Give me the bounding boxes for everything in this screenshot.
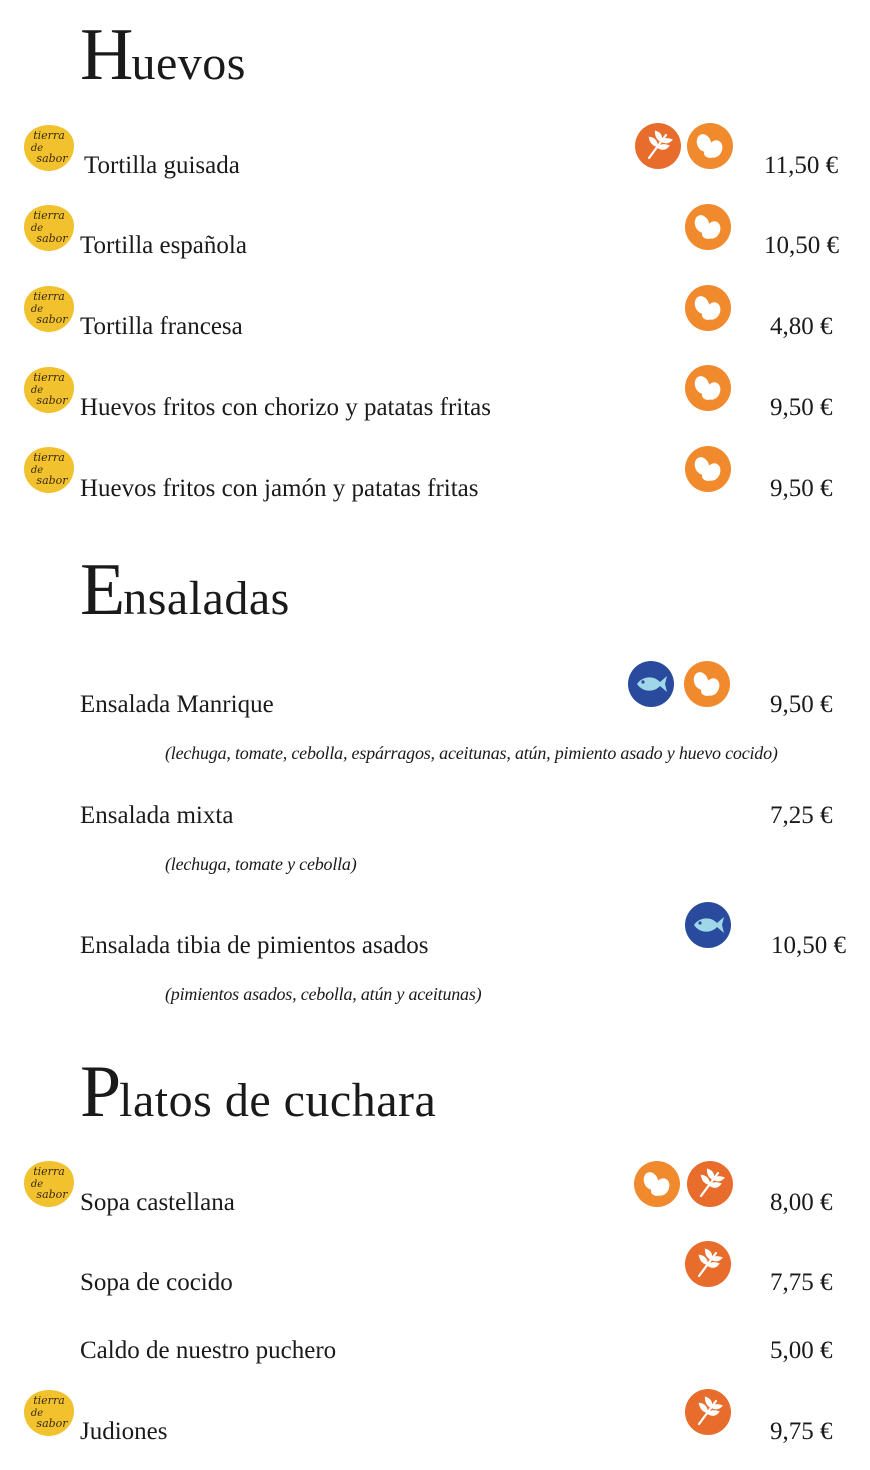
- title-initial: H: [80, 14, 132, 96]
- svg-text:de: de: [30, 465, 44, 476]
- menu-item-price: 5,00 €: [770, 1337, 833, 1364]
- svg-text:sabor: sabor: [36, 394, 68, 407]
- gluten-icon: [686, 1160, 734, 1208]
- menu-item-name: Ensalada Manrique: [80, 691, 274, 718]
- svg-text:de: de: [30, 223, 44, 234]
- menu-item-description: (lechuga, tomate, cebolla, espárragos, aceitunas, atún, pimiento asado y huevo cocido): [165, 743, 778, 763]
- svg-text:sabor: sabor: [36, 313, 68, 326]
- tierra-de-sabor-seal: [22, 1387, 76, 1439]
- menu-item-price: 8,00 €: [770, 1189, 833, 1216]
- menu-item-name: Ensalada mixta: [80, 802, 234, 829]
- svg-text:de: de: [30, 304, 44, 315]
- svg-text:sabor: sabor: [36, 152, 68, 165]
- menu-item-name: Sopa de cocido: [80, 1269, 233, 1296]
- tierra-de-sabor-seal: [22, 202, 76, 254]
- menu-item-price: 9,50 €: [770, 394, 833, 421]
- menu-item-name: Tortilla española: [80, 232, 247, 259]
- egg-icon: [686, 122, 734, 170]
- gluten-icon: [684, 1388, 732, 1436]
- title-rest: uevos: [131, 37, 246, 90]
- tierra-de-sabor-seal: [22, 283, 76, 335]
- egg-icon: [684, 284, 732, 332]
- menu-item-name: Tortilla francesa: [80, 313, 243, 340]
- menu-item-price: 4,80 €: [770, 313, 833, 340]
- menu-item-price: 7,25 €: [770, 802, 833, 829]
- gluten-icon: [684, 1240, 732, 1288]
- menu-item-price: 9,50 €: [770, 475, 833, 502]
- menu-item-name: Huevos fritos con jamón y patatas fritas: [80, 475, 479, 502]
- tierra-de-sabor-seal: [22, 1158, 76, 1210]
- menu-item-name: Huevos fritos con chorizo y patatas fritas: [80, 394, 491, 421]
- egg-icon: [684, 364, 732, 412]
- fish-icon: [627, 660, 675, 708]
- gluten-icon: [634, 122, 682, 170]
- menu-item-name: Judiones: [80, 1418, 168, 1445]
- svg-text:de: de: [30, 143, 44, 154]
- menu-item-price: 7,75 €: [770, 1269, 833, 1296]
- egg-icon: [684, 445, 732, 493]
- menu-item-price: 9,75 €: [770, 1418, 833, 1445]
- svg-text:sabor: sabor: [36, 1417, 68, 1430]
- title-initial: P: [80, 1051, 120, 1133]
- menu-item-description: (pimientos asados, cebolla, atún y aceitunas): [165, 984, 482, 1004]
- svg-text:de: de: [30, 385, 44, 396]
- svg-text:sabor: sabor: [36, 232, 68, 245]
- svg-text:tierra: tierra: [33, 290, 65, 303]
- section-title-platos-de-cuchara: [80, 1051, 437, 1133]
- svg-text:tierra: tierra: [33, 451, 65, 464]
- egg-icon: [684, 203, 732, 251]
- svg-text:tierra: tierra: [33, 209, 65, 222]
- svg-text:sabor: sabor: [36, 474, 68, 487]
- egg-icon: [683, 660, 731, 708]
- menu-item-name: Ensalada tibia de pimientos asados: [80, 932, 429, 959]
- egg-icon: [633, 1160, 681, 1208]
- menu-item-name: Tortilla guisada: [84, 152, 240, 179]
- menu-item-price: 9,50 €: [770, 691, 833, 718]
- svg-text:tierra: tierra: [33, 129, 65, 142]
- menu-item-description: (lechuga, tomate y cebolla): [165, 854, 357, 874]
- title-initial: E: [80, 549, 124, 631]
- title-rest: nsaladas: [123, 572, 290, 625]
- section-title-ensaladas: [80, 549, 290, 631]
- section-title-huevos: [80, 14, 246, 96]
- menu-item-price: 10,50 €: [771, 932, 846, 959]
- tierra-de-sabor-seal: [22, 444, 76, 496]
- menu-item-price: 11,50 €: [764, 152, 839, 179]
- svg-text:tierra: tierra: [33, 1394, 65, 1407]
- svg-text:de: de: [30, 1179, 44, 1190]
- title-rest: latos de cuchara: [119, 1074, 437, 1127]
- svg-text:sabor: sabor: [36, 1188, 68, 1201]
- menu-item-name: Caldo de nuestro puchero: [80, 1337, 337, 1364]
- fish-icon: [684, 901, 732, 949]
- menu-item-price: 10,50 €: [764, 232, 839, 259]
- svg-text:tierra: tierra: [33, 1165, 65, 1178]
- svg-text:de: de: [30, 1408, 44, 1419]
- menu-item-name: Sopa castellana: [80, 1189, 235, 1216]
- tierra-de-sabor-seal: [22, 364, 76, 416]
- svg-text:tierra: tierra: [33, 371, 65, 384]
- tierra-de-sabor-seal: [22, 122, 76, 174]
